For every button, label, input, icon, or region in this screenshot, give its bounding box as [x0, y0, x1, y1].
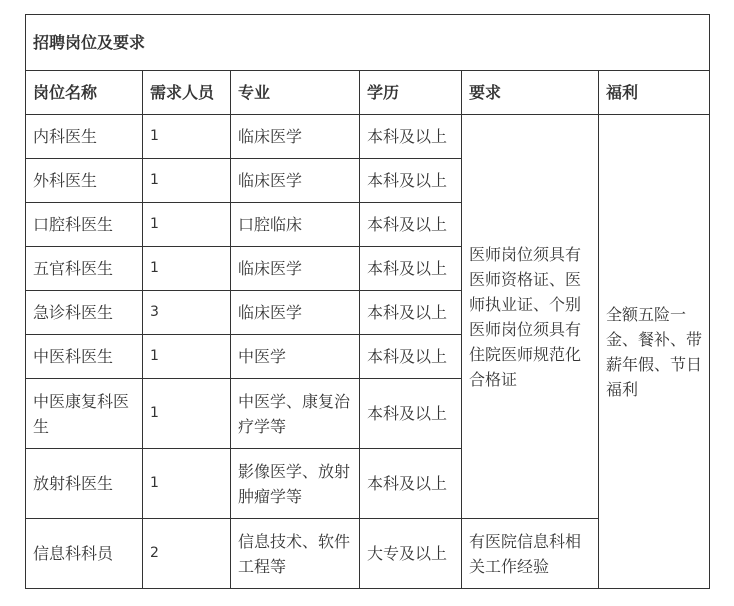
table-caption: 招聘岗位及要求 [26, 15, 710, 71]
cell-requirement: 有医院信息科相关工作经验 [462, 519, 599, 589]
cell-count: 1 [143, 335, 231, 379]
table-row [26, 115, 710, 159]
header-position: 岗位名称 [26, 71, 143, 115]
cell-count: 1 [143, 159, 231, 203]
header-education: 学历 [360, 71, 462, 115]
cell-position: 放射科医生 [26, 449, 143, 519]
recruitment-table-container [25, 14, 710, 589]
cell-welfare: 全额五险一金、餐补、带薪年假、节日福利 [599, 115, 710, 589]
cell-major: 口腔临床 [231, 203, 360, 247]
cell-education: 本科及以上 [360, 449, 462, 519]
cell-count: 1 [143, 247, 231, 291]
cell-position: 信息科科员 [26, 519, 143, 589]
table-caption-row [26, 15, 710, 71]
cell-position: 内科医生 [26, 115, 143, 159]
table-header-row [26, 71, 710, 115]
header-major: 专业 [231, 71, 360, 115]
cell-position: 外科医生 [26, 159, 143, 203]
cell-education: 本科及以上 [360, 203, 462, 247]
cell-position: 口腔科医生 [26, 203, 143, 247]
cell-major: 中医学 [231, 335, 360, 379]
cell-major: 信息技术、软件工程等 [231, 519, 360, 589]
cell-education: 本科及以上 [360, 379, 462, 449]
header-count: 需求人员 [143, 71, 231, 115]
cell-count: 3 [143, 291, 231, 335]
cell-major: 临床医学 [231, 247, 360, 291]
cell-education: 本科及以上 [360, 115, 462, 159]
cell-major: 临床医学 [231, 291, 360, 335]
cell-doctor-requirement: 医师岗位须具有医师资格证、医师执业证、个别医师岗位须具有住院医师规范化合格证 [462, 115, 599, 519]
cell-position: 中医康复科医生 [26, 379, 143, 449]
recruitment-table [25, 14, 710, 589]
cell-education: 本科及以上 [360, 335, 462, 379]
cell-education: 本科及以上 [360, 159, 462, 203]
header-requirement: 要求 [462, 71, 599, 115]
cell-count: 1 [143, 379, 231, 449]
cell-count: 1 [143, 449, 231, 519]
cell-major: 临床医学 [231, 115, 360, 159]
cell-major: 中医学、康复治疗学等 [231, 379, 360, 449]
cell-position: 急诊科医生 [26, 291, 143, 335]
cell-position: 中医科医生 [26, 335, 143, 379]
header-welfare: 福利 [599, 71, 710, 115]
cell-education: 本科及以上 [360, 247, 462, 291]
cell-education: 本科及以上 [360, 291, 462, 335]
cell-count: 1 [143, 115, 231, 159]
cell-count: 1 [143, 203, 231, 247]
cell-major: 临床医学 [231, 159, 360, 203]
cell-major: 影像医学、放射肿瘤学等 [231, 449, 360, 519]
cell-position: 五官科医生 [26, 247, 143, 291]
cell-education: 大专及以上 [360, 519, 462, 589]
cell-count: 2 [143, 519, 231, 589]
